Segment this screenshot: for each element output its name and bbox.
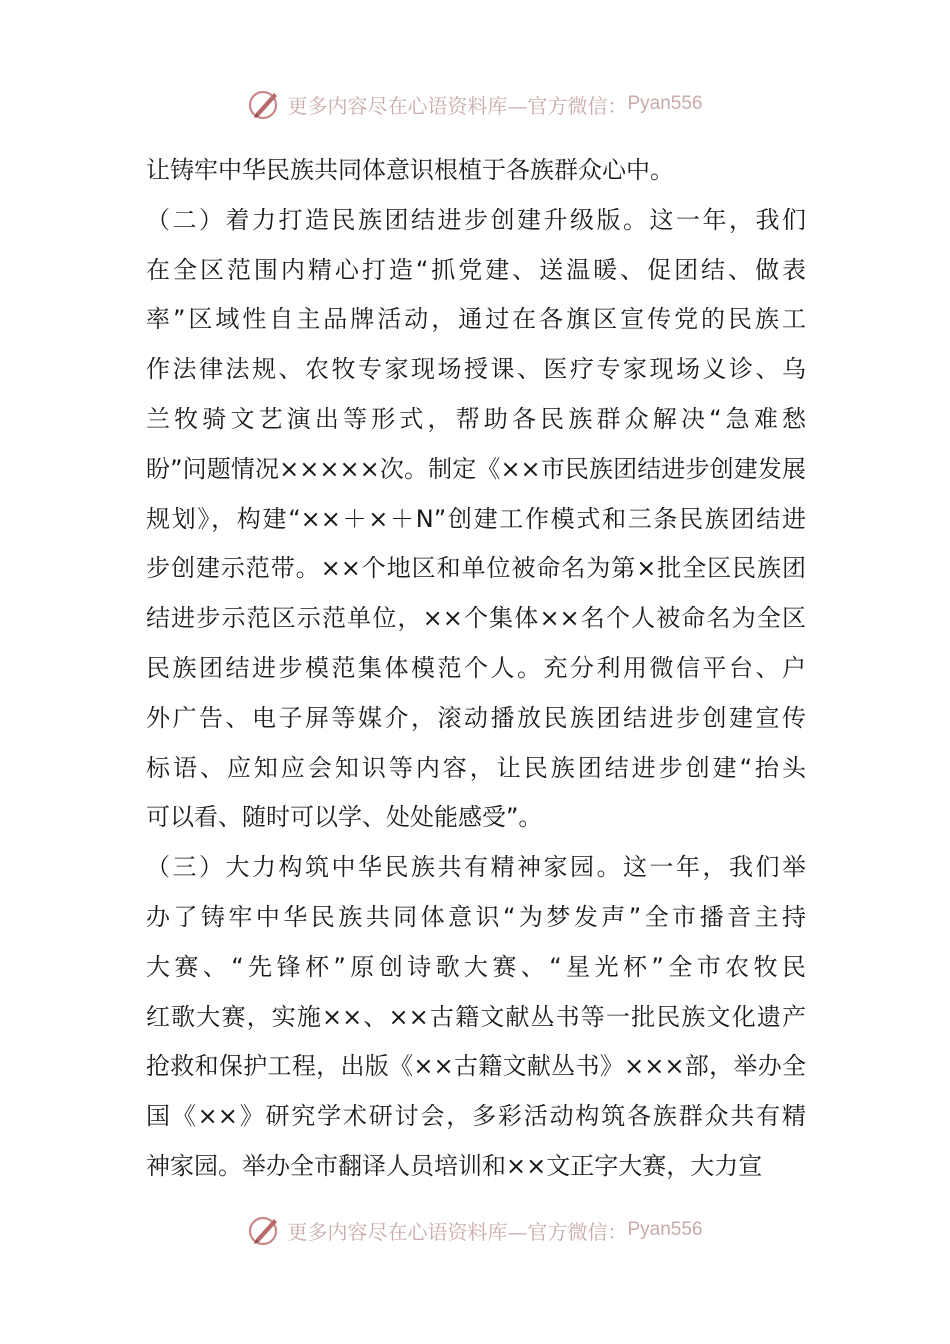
text-line: 神家园。举办全市翻译人员培训和××文正字大赛，大力宣 bbox=[146, 1151, 763, 1180]
text-line: （二）着力打造民族团结进步创建升级版。这一年，我们 bbox=[146, 205, 806, 234]
text-line: 大赛、“先锋杯”原创诗歌大赛、“星光杯”全市农牧民 bbox=[146, 952, 806, 981]
text-line: 可以看、随时可以学、处处能感受”。 bbox=[146, 803, 543, 832]
text-line: 国《××》研究学术研讨会，多彩活动构筑各族群众共有精 bbox=[146, 1102, 806, 1131]
watermark-text: 更多内容尽在心语资料库—官方微信： bbox=[287, 93, 628, 118]
watermark-text: 更多内容尽在心语资料库—官方微信： bbox=[287, 1219, 628, 1244]
text-line: （三）大力构筑中华民族共有精神家园。这一年，我们举 bbox=[146, 853, 806, 882]
text-line: 标语、应知应会知识等内容，让民族团结进步创建“抬头 bbox=[146, 753, 806, 782]
text-line: 外广告、电子屏等媒介，滚动播放民族团结进步创建宣传 bbox=[146, 703, 806, 732]
pen-logo-icon bbox=[247, 87, 281, 121]
paragraph bbox=[146, 843, 806, 1192]
text-line: 办了铸牢中华民族共同体意识“为梦发声”全市播音主持 bbox=[146, 902, 806, 931]
text-line: 结进步示范区示范单位，××个集体××名个人被命名为全区 bbox=[146, 604, 806, 633]
watermark-handle: Pyan556 bbox=[627, 1219, 703, 1240]
text-line: 率”区域性自主品牌活动，通过在各旗区宣传党的民族工 bbox=[146, 305, 806, 334]
pen-logo-icon bbox=[247, 1213, 281, 1247]
text-line: 规划》，构建“××＋×＋N”创建工作模式和三条民族团结进 bbox=[146, 504, 806, 533]
text-line: 在全区范围内精心打造“抓党建、送温暖、促团结、做表 bbox=[146, 255, 806, 284]
text-line: 让铸牢中华民族共同体意识根植于各族群众心中。 bbox=[146, 156, 674, 184]
text-line: 抢救和保护工程，出版《××古籍文献丛书》×××部，举办全 bbox=[146, 1052, 806, 1081]
paragraph bbox=[146, 196, 806, 843]
text-line: 作法律法规、农牧专家现场授课、医疗专家现场义诊、乌 bbox=[146, 355, 806, 384]
text-line: 盼”问题情况×××××次。制定《××市民族团结进步创建发展 bbox=[146, 454, 806, 483]
text-line: 民族团结进步模范集体模范个人。充分利用微信平台、户 bbox=[146, 653, 806, 682]
text-line: 步创建示范带。××个地区和单位被命名为第×批全区民族团 bbox=[146, 554, 806, 583]
watermark-handle: Pyan556 bbox=[627, 93, 703, 114]
text-line: 红歌大赛，实施××、××古籍文献丛书等一批民族文化遗产 bbox=[146, 1002, 806, 1031]
watermark-banner-bottom bbox=[0, 1210, 950, 1250]
document-body bbox=[146, 146, 806, 1192]
paragraph bbox=[146, 146, 806, 196]
text-line: 兰牧骑文艺演出等形式，帮助各民族群众解决“急难愁 bbox=[146, 404, 806, 433]
watermark-banner-top bbox=[0, 84, 950, 124]
